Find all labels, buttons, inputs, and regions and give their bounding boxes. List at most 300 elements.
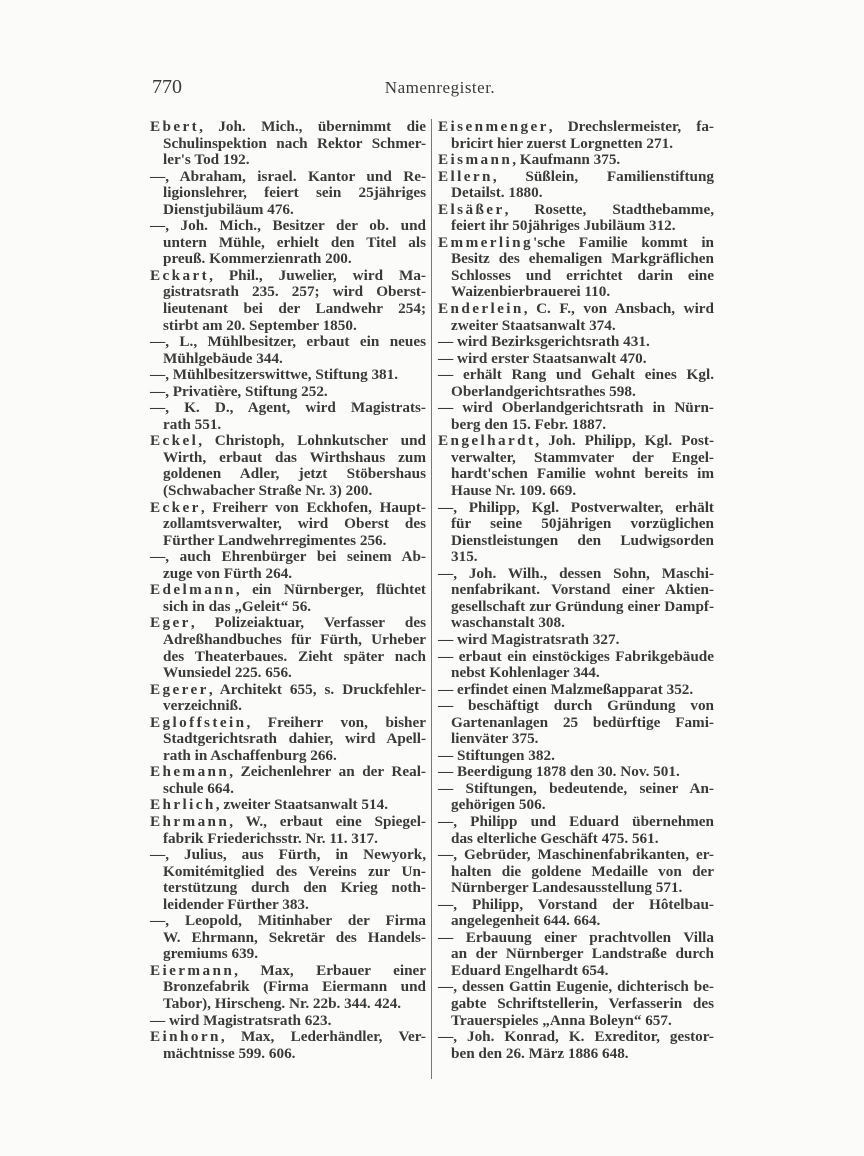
- index-entry: [438, 400, 714, 433]
- index-entry: [150, 119, 426, 169]
- index-entry: [438, 169, 714, 202]
- entry-line: [438, 963, 714, 980]
- entry-text: goldenen Adler, jetzt Stöbershaus: [163, 465, 426, 483]
- entry-text: Waizenbierbrauerei 110.: [451, 283, 611, 301]
- entry-text: sich in das „Geleit“ 56.: [163, 597, 312, 615]
- index-entry: [438, 781, 714, 814]
- index-entry: [150, 218, 426, 268]
- entry-text: rath in Aschaffenburg 266.: [163, 746, 337, 764]
- index-entry: [150, 1029, 426, 1062]
- entry-headword: Eckel: [150, 432, 199, 450]
- entry-line: [438, 781, 714, 798]
- entry-line: [438, 599, 714, 616]
- entry-line: [438, 284, 714, 301]
- entry-text: — Stiftungen 382.: [438, 746, 555, 764]
- index-entry: [150, 814, 426, 847]
- index-entry: [150, 963, 426, 1013]
- entry-text: —, Joh. Konrad, K. Exreditor, gestor-: [438, 1028, 714, 1046]
- entry-text: , Rosette, Stadthebamme,: [504, 200, 714, 218]
- left-column: [150, 119, 426, 1062]
- index-entry: [150, 549, 426, 582]
- entry-text: Komitémitglied des Vereins zur Un-: [163, 862, 426, 880]
- entry-text: fabrik Friederichsstr. Nr. 11. 317.: [163, 829, 378, 847]
- entry-text: ler's Tod 192.: [163, 151, 250, 169]
- entry-line: [150, 1013, 426, 1030]
- entry-line: [438, 384, 714, 401]
- entry-line: [150, 880, 426, 897]
- entry-line: [438, 318, 714, 335]
- entry-text: Nürnberger Landesausstellung 571.: [451, 879, 683, 897]
- entry-headword: Ebert: [150, 118, 200, 135]
- entry-text: — wird Oberlandgerichtsrath in Nürn-: [438, 399, 714, 417]
- index-entry: [150, 582, 426, 615]
- entry-line: [150, 814, 426, 831]
- entry-line: [438, 367, 714, 384]
- entry-text: , Max, Lederhändler, Ver-: [220, 1028, 426, 1046]
- entry-text: — wird erster Staatsanwalt 470.: [438, 349, 647, 367]
- entry-line: [150, 433, 426, 450]
- entry-text: — wird Bezirksgerichtsrath 431.: [438, 333, 650, 351]
- index-entry: [438, 566, 714, 632]
- entry-headword: Eiermann: [150, 961, 235, 979]
- entry-line: [438, 814, 714, 831]
- entry-line: [150, 831, 426, 848]
- entry-headword: Ehrlich: [150, 796, 216, 814]
- entry-headword: Ehrmann: [150, 812, 230, 830]
- index-entry: [150, 268, 426, 334]
- entry-line: [150, 367, 426, 384]
- entry-text: , Freiherr von Eckhofen, Haupt-: [200, 498, 426, 516]
- entry-headword: Eisenmenger: [438, 118, 549, 135]
- entry-text: des Theaterbaues. Zieht später nach: [163, 647, 426, 665]
- entry-text: an der Nürnberger Landstraße durch: [451, 945, 714, 963]
- index-entry: [438, 367, 714, 400]
- entry-line: [438, 913, 714, 930]
- entry-text: nenfabrikant. Vorstand einer Aktien-: [451, 581, 714, 599]
- index-entry: [438, 847, 714, 897]
- entry-text: Wirth, erbaut das Wirthshaus zum: [163, 448, 426, 466]
- entry-line: [150, 152, 426, 169]
- index-entry: [438, 698, 714, 748]
- entry-line: [150, 599, 426, 616]
- entry-line: [150, 185, 426, 202]
- entry-line: [150, 500, 426, 517]
- entry-line: [150, 400, 426, 417]
- index-entry: [150, 500, 426, 550]
- entry-line: [150, 549, 426, 566]
- entry-text: —, Gebrüder, Maschinenfabrikanten, er-: [438, 846, 714, 864]
- page-number: 770: [152, 76, 182, 98]
- entry-text: gistratsrath 235. 257; wird Oberst-: [163, 283, 426, 301]
- entry-text: lieutenant bei der Landwehr 254;: [163, 300, 426, 318]
- entry-line: [150, 913, 426, 930]
- entry-text: lienväter 375.: [451, 730, 539, 748]
- entry-text: —, Joh. Mich., Besitzer der ob. und: [150, 217, 426, 235]
- entry-line: [438, 516, 714, 533]
- entry-text: — beschäftigt durch Gründung von: [438, 697, 714, 715]
- entry-text: Gartenanlagen 25 bedürftige Fami-: [451, 713, 714, 731]
- entry-line: [438, 615, 714, 632]
- entry-line: [438, 400, 714, 417]
- entry-text: Tabor), Hirscheng. Nr. 22b. 344. 424.: [163, 994, 402, 1012]
- entry-text: Stadtgerichtsrath dahier, wird Apell-: [163, 730, 426, 748]
- entry-line: [438, 880, 714, 897]
- entry-text: rath 551.: [163, 415, 222, 433]
- entry-text: gremiums 639.: [163, 945, 259, 963]
- entry-text: —, dessen Gattin Eugenie, dichterisch be-: [438, 978, 714, 996]
- index-entry: [150, 1013, 426, 1030]
- entry-headword: Einhorn: [150, 1028, 221, 1046]
- entry-line: [150, 963, 426, 980]
- entry-line: [438, 996, 714, 1013]
- entry-text: , Polizeiaktuar, Verfasser des: [190, 614, 426, 632]
- entry-headword: Eckart: [150, 266, 210, 284]
- index-entry: [438, 119, 714, 152]
- entry-line: [150, 450, 426, 467]
- entry-line: [150, 1046, 426, 1063]
- index-entry: [438, 897, 714, 930]
- entry-line: [150, 847, 426, 864]
- entry-line: [150, 698, 426, 715]
- entry-line: [150, 483, 426, 500]
- entry-line: [438, 731, 714, 748]
- entry-line: [150, 169, 426, 186]
- entry-text: , Süßlein, Familienstiftung: [492, 167, 714, 185]
- entry-line: [150, 748, 426, 765]
- entry-line: [438, 831, 714, 848]
- entry-line: [438, 715, 714, 732]
- entry-line: [438, 268, 714, 285]
- index-entry: [438, 334, 714, 351]
- entry-text: Trauerspieles „Anna Boleyn“ 657.: [451, 1011, 672, 1029]
- entry-line: [150, 334, 426, 351]
- entry-headword: Engelhardt: [438, 432, 536, 450]
- entry-text: nebst Kohlenlager 344.: [451, 664, 600, 682]
- entry-line: [150, 417, 426, 434]
- entry-line: [150, 136, 426, 153]
- entry-text: , Joh. Mich., übernimmt die: [199, 118, 426, 135]
- entry-text: , Drechslermeister, fa-: [548, 118, 714, 135]
- entry-line: [150, 946, 426, 963]
- entry-line: [150, 566, 426, 583]
- entry-text: —, L., Mühlbesitzer, erbaut ein neues: [150, 333, 426, 351]
- entry-text: halten die goldene Medaille von der: [451, 862, 714, 880]
- entry-line: [150, 235, 426, 252]
- entry-text: Fürther Landwehrregimentes 256.: [163, 531, 387, 549]
- entry-line: [438, 797, 714, 814]
- entry-text: — Stiftungen, bedeutende, seiner An-: [438, 779, 714, 797]
- entry-text: terstützung durch den Krieg noth-: [163, 879, 426, 897]
- entry-line: [438, 946, 714, 963]
- index-entry: [150, 400, 426, 433]
- entry-line: [150, 284, 426, 301]
- entry-text: Eduard Engelhardt 654.: [451, 961, 609, 979]
- entry-text: feiert ihr 50jähriges Jubiläum 312.: [451, 217, 676, 235]
- entry-text: — erfindet einen Malzmeßapparat 352.: [438, 680, 694, 698]
- entry-text: — Erbauung einer prachtvollen Villa: [438, 928, 714, 946]
- entry-line: [150, 251, 426, 268]
- entry-text: gabte Schriftstellerin, Verfasserin des: [451, 994, 714, 1012]
- entry-line: [438, 698, 714, 715]
- entry-line: [438, 649, 714, 666]
- entry-text: waschanstalt 308.: [451, 614, 565, 632]
- entry-line: [150, 996, 426, 1013]
- entry-line: [150, 682, 426, 699]
- entry-line: [438, 549, 714, 566]
- entry-line: [438, 136, 714, 153]
- entry-text: , Christoph, Lohnkutscher und: [198, 432, 426, 450]
- index-entry: [438, 632, 714, 649]
- entry-headword: Egloffstein: [150, 713, 247, 731]
- entry-line: [150, 466, 426, 483]
- entry-line: [438, 152, 714, 169]
- entry-text: —, K. D., Agent, wird Magistrats-: [150, 399, 426, 417]
- entry-text: mächtnisse 599. 606.: [163, 1044, 296, 1062]
- entry-text: — wird Magistratsrath 623.: [150, 1011, 332, 1029]
- entry-text: ben den 26. März 1886 648.: [451, 1044, 629, 1062]
- index-entry: [438, 301, 714, 334]
- entry-text: Bronzefabrik (Firma Eiermann und: [163, 978, 426, 996]
- entry-line: [150, 649, 426, 666]
- entry-line: [438, 566, 714, 583]
- index-entry: [150, 715, 426, 765]
- entry-line: [438, 1013, 714, 1030]
- entry-line: [438, 847, 714, 864]
- entry-line: [150, 1029, 426, 1046]
- entry-line: [438, 500, 714, 517]
- entry-text: W. Ehrmann, Sekretär des Handels-: [163, 928, 426, 946]
- entry-text: zuge von Fürth 264.: [163, 564, 293, 582]
- index-entry: [150, 764, 426, 797]
- index-entry: [150, 384, 426, 401]
- index-entry: [438, 351, 714, 368]
- entry-line: [438, 682, 714, 699]
- entry-text: —, Joh. Wilh., dessen Sohn, Maschi-: [438, 564, 714, 582]
- index-entry: [438, 979, 714, 1029]
- entry-line: [150, 202, 426, 219]
- entry-line: [150, 301, 426, 318]
- entry-line: [150, 632, 426, 649]
- entry-line: [150, 930, 426, 947]
- entry-line: [438, 185, 714, 202]
- index-entry: [150, 797, 426, 814]
- entry-text: — erbaut ein einstöckiges Fabrikgebäude: [438, 647, 714, 665]
- index-entry: [150, 682, 426, 715]
- entry-text: 'sche Familie kommt in: [533, 233, 714, 251]
- entry-line: [438, 119, 714, 136]
- entry-text: —, Abraham, israel. Kantor und Re-: [150, 167, 426, 185]
- entry-line: [438, 483, 714, 500]
- entry-text: —, auch Ehrenbürger bei seinem Ab-: [150, 548, 426, 566]
- entry-line: [438, 764, 714, 781]
- index-entry: [438, 152, 714, 169]
- entry-line: [438, 334, 714, 351]
- entry-line: [150, 979, 426, 996]
- entry-text: zweiter Staatsanwalt 374.: [451, 316, 616, 334]
- column-divider: [431, 119, 432, 1079]
- entry-headword: Emmerling: [438, 233, 533, 251]
- entry-text: Dienstleistungen den Ludwigsorden: [451, 531, 714, 549]
- entry-text: , ein Nürnberger, flüchtet: [235, 581, 426, 599]
- entry-line: [150, 615, 426, 632]
- entry-line: [150, 715, 426, 732]
- entry-line: [150, 864, 426, 881]
- entry-text: —, Julius, aus Fürth, in Newyork,: [150, 846, 426, 864]
- entry-text: leidender Fürther 383.: [163, 895, 309, 913]
- entry-text: Dienstjubiläum 476.: [163, 200, 294, 218]
- entry-line: [438, 930, 714, 947]
- entry-line: [150, 764, 426, 781]
- entry-line: [438, 251, 714, 268]
- entry-text: , Zeichenlehrer an der Real-: [229, 763, 426, 781]
- entry-line: [438, 533, 714, 550]
- entry-headword: Enderlein: [438, 300, 524, 318]
- entry-text: —, Mühlbesitzerswittwe, Stiftung 381.: [150, 366, 399, 384]
- index-entry: [438, 682, 714, 699]
- entry-line: [438, 301, 714, 318]
- entry-text: schule 664.: [163, 779, 234, 797]
- entry-text: bricirt hier zuerst Lorgnetten 271.: [451, 134, 673, 152]
- entry-text: Adreßhandbuches für Fürth, Urheber: [163, 630, 426, 648]
- entry-text: (Schwabacher Straße Nr. 3) 200.: [163, 482, 373, 500]
- index-entry: [438, 748, 714, 765]
- entry-text: , C. F., von Ansbach, wird: [523, 300, 714, 318]
- entry-line: [150, 268, 426, 285]
- entry-line: [438, 979, 714, 996]
- entry-line: [438, 235, 714, 252]
- entry-text: , W., erbaut eine Spiegel-: [229, 812, 426, 830]
- entry-line: [438, 450, 714, 467]
- entry-line: [438, 1029, 714, 1046]
- entry-text: stirbt am 20. September 1850.: [163, 316, 357, 334]
- entry-text: , Joh. Philipp, Kgl. Post-: [535, 432, 714, 450]
- entry-line: [438, 748, 714, 765]
- entry-headword: Eismann: [438, 151, 513, 169]
- index-entry: [150, 334, 426, 367]
- entry-line: [150, 384, 426, 401]
- right-column: [438, 119, 714, 1062]
- entry-headword: Ellern: [438, 167, 493, 185]
- entry-headword: Ecker: [150, 498, 201, 516]
- entry-text: ligionslehrer, feiert sein 25jähriges: [163, 184, 426, 202]
- entry-headword: Edelmann: [150, 581, 236, 599]
- entry-text: Besitz des ehemaligen Markgräflichen: [451, 250, 714, 268]
- entry-line: [150, 797, 426, 814]
- entry-text: hardt'schen Familie wohnt bereits im: [451, 465, 714, 483]
- entry-text: — erhält Rang und Gehalt eines Kgl.: [438, 366, 714, 384]
- entry-text: zollamtsverwalter, wird Oberst des: [163, 515, 426, 533]
- entry-text: —, Philipp und Eduard übernehmen: [438, 812, 714, 830]
- running-title: Namenregister.: [384, 78, 496, 97]
- index-entry: [150, 169, 426, 219]
- entry-text: Oberlandgerichtsrathes 598.: [451, 382, 636, 400]
- entry-text: Wunsiedel 225. 656.: [163, 664, 292, 682]
- entry-text: für seine 50jährigen vorzüglichen: [451, 515, 714, 533]
- index-entry: [150, 615, 426, 681]
- entry-text: Hause Nr. 109. 669.: [451, 482, 577, 500]
- entry-text: angelegenheit 644. 664.: [451, 912, 601, 930]
- entry-text: Mühlgebäude 344.: [163, 349, 283, 367]
- index-entry: [438, 649, 714, 682]
- entry-line: [438, 897, 714, 914]
- entry-text: —, Philipp, Kgl. Postverwalter, erhält: [438, 498, 714, 516]
- index-entry: [438, 814, 714, 847]
- entry-line: [438, 417, 714, 434]
- entry-line: [150, 218, 426, 235]
- entry-text: , Kaufmann 375.: [512, 151, 621, 169]
- entry-line: [150, 119, 426, 136]
- index-entry: [150, 433, 426, 499]
- index-entry: [438, 1029, 714, 1062]
- entry-text: gehörigen 506.: [451, 796, 546, 814]
- entry-line: [150, 781, 426, 798]
- entry-line: [438, 466, 714, 483]
- entry-text: —, Philipp, Vorstand der Hôtelbau-: [438, 895, 714, 913]
- index-entry: [438, 930, 714, 980]
- entry-text: verzeichniß.: [163, 697, 242, 715]
- entry-text: Schulinspektion nach Rektor Schmer-: [163, 134, 426, 152]
- entry-text: Detailst. 1880.: [451, 184, 543, 202]
- entry-text: —, Privatière, Stiftung 252.: [150, 382, 328, 400]
- entry-line: [438, 218, 714, 235]
- entry-line: [150, 318, 426, 335]
- entry-text: , Freiherr von, bisher: [246, 713, 426, 731]
- entry-text: —, Leopold, Mitinhaber der Firma: [150, 912, 426, 930]
- entry-line: [150, 351, 426, 368]
- entry-text: , Phil., Juwelier, wird Ma-: [209, 266, 426, 284]
- entry-line: [438, 864, 714, 881]
- index-entry: [150, 913, 426, 963]
- entry-line: [438, 169, 714, 186]
- entry-line: [438, 433, 714, 450]
- entry-line: [438, 582, 714, 599]
- entry-line: [150, 731, 426, 748]
- entry-line: [438, 202, 714, 219]
- entry-text: 315.: [451, 548, 478, 566]
- entry-line: [150, 582, 426, 599]
- entry-text: gesellschaft zur Gründung einer Dampf-: [451, 597, 714, 615]
- entry-line: [150, 897, 426, 914]
- index-entry: [150, 847, 426, 913]
- entry-line: [150, 665, 426, 682]
- entry-headword: Elsäßer: [438, 200, 505, 218]
- index-entry: [438, 500, 714, 566]
- entry-line: [438, 351, 714, 368]
- entry-line: [150, 533, 426, 550]
- entry-headword: Egerer: [150, 680, 209, 698]
- entry-text: — wird Magistratsrath 327.: [438, 630, 620, 648]
- entry-text: , Architekt 655, s. Druckfehler-: [208, 680, 426, 698]
- index-entry: [438, 202, 714, 235]
- entry-headword: Eger: [150, 614, 191, 632]
- entry-line: [150, 516, 426, 533]
- entry-text: das elterliche Geschäft 475. 561.: [451, 829, 659, 847]
- entry-headword: Ehemann: [150, 763, 230, 781]
- index-entry: [438, 764, 714, 781]
- entry-text: — Beerdigung 1878 den 30. Nov. 501.: [438, 763, 680, 781]
- entry-line: [438, 1046, 714, 1063]
- entry-text: , Max, Erbauer einer: [234, 961, 426, 979]
- index-entry: [438, 235, 714, 301]
- entry-text: berg den 15. Febr. 1887.: [451, 415, 607, 433]
- entry-text: verwalter, Stammvater der Engel-: [451, 448, 714, 466]
- entry-text: preuß. Kommerzienrath 200.: [163, 250, 352, 268]
- entry-line: [438, 632, 714, 649]
- entry-text: Schlosses und errichtet darin eine: [451, 266, 714, 284]
- entry-text: untern Mühle, erhielt den Titel als: [163, 233, 426, 251]
- entry-line: [438, 665, 714, 682]
- index-entry: [438, 433, 714, 499]
